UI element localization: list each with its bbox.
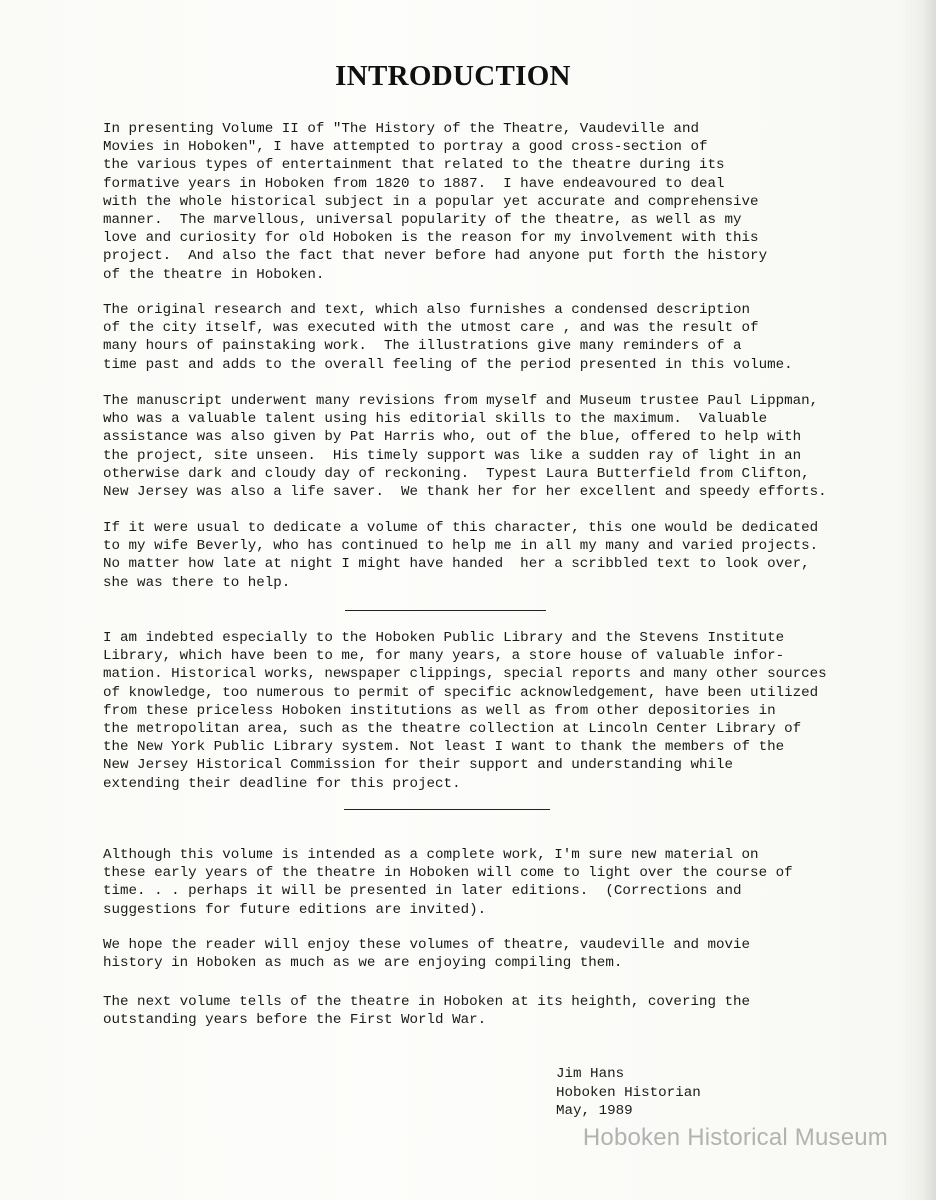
paragraph-manuscript-revisions: The manuscript underwent many revisions from myself and Museum trustee Paul Lippman, who was a valuable talent using his editorial skills to the maximum. Valuable assistance was also given by Pat Harris who, out of the blue, offered to help with the project, site unseen. His timely support was like a sudden ray of light in an otherwise dark and cloudy day of reckoning. Typest Laura Butterfield from Clifton, New Jersey was also a life saver. We thank her for her excellent and speedy efforts. xyxy=(103,393,827,501)
paragraph-complete-work: Although this volume is intended as a complete work, I'm sure new material on these early years of the theatre in Hoboken will come to light over the course of time. . . perhaps it will be presented in later editions. (Corrections and suggestions for future editions are invited). xyxy=(103,847,793,918)
paragraph-dedication: If it were usual to dedicate a volume of this character, this one would be dedicated to my wife Beverly, who has continued to help me in all my many and varied projects. No matter how late at night I might have handed her a scribbled text to look over, she was there to help. xyxy=(103,520,819,591)
paragraph-next-volume: The next volume tells of the theatre in Hoboken at its heighth, covering the outstanding years before the First World War. xyxy=(103,994,751,1029)
paragraph-volume-intro: In presenting Volume II of "The History of the Theatre, Vaudeville and Movies in Hoboken", I have attempted to portray a good cross-section of the various types of entertainment that related to the theatre during its formative years in Hoboken from 1820 to 1887. I have endeavoured to deal with the whole historical subject in a popular yet accurate and comprehensive manner. The marvellous, universal popularity of the theatre, as well as my love and curiosity for old Hoboken is the reason for my involvement with this project. And also the fact that never before had anyone put forth the history of the theatre in Hoboken. xyxy=(103,121,768,283)
section-divider-1 xyxy=(345,610,546,611)
signature-role: Hoboken Historian xyxy=(556,1084,701,1101)
signature-block xyxy=(556,1065,701,1121)
section-divider-2 xyxy=(344,809,550,810)
paragraph-original-research: The original research and text, which also furnishes a condensed description of the city itself, was executed with the utmost care , and was the result of many hours of painstaking work. The illustrations give many reminders of a time past and adds to the overall feeling of the period presented in this volume. xyxy=(103,302,793,373)
page-edge-shadow xyxy=(922,0,936,1200)
paragraph-acknowledgements: I am indebted especially to the Hoboken Public Library and the Stevens Institute Library, which have been to me, for many years, a store house of valuable infor- mation. Historical works, newspaper clippings, special reports and many other sources of knowledge, too numerous to permit of specific acknowledgement, have been utilized from these priceless Hoboken institutions as well as from other depositories in the metropolitan area, such as the theatre collection at Lincoln Center Library of the New York Public Library system. Not least I want to thank the members of the New Jersey Historical Commission for their support and understanding while extending their deadline for this project. xyxy=(103,630,827,792)
signature-name: Jim Hans xyxy=(556,1066,625,1082)
page-title: INTRODUCTION xyxy=(335,60,571,92)
paragraph-reader-hope: We hope the reader will enjoy these volumes of theatre, vaudeville and movie history in Hoboken as much as we are enjoying compiling them. xyxy=(103,937,751,972)
museum-watermark: Hoboken Historical Museum xyxy=(582,1124,888,1151)
signature-date: May, 1989 xyxy=(556,1103,633,1119)
